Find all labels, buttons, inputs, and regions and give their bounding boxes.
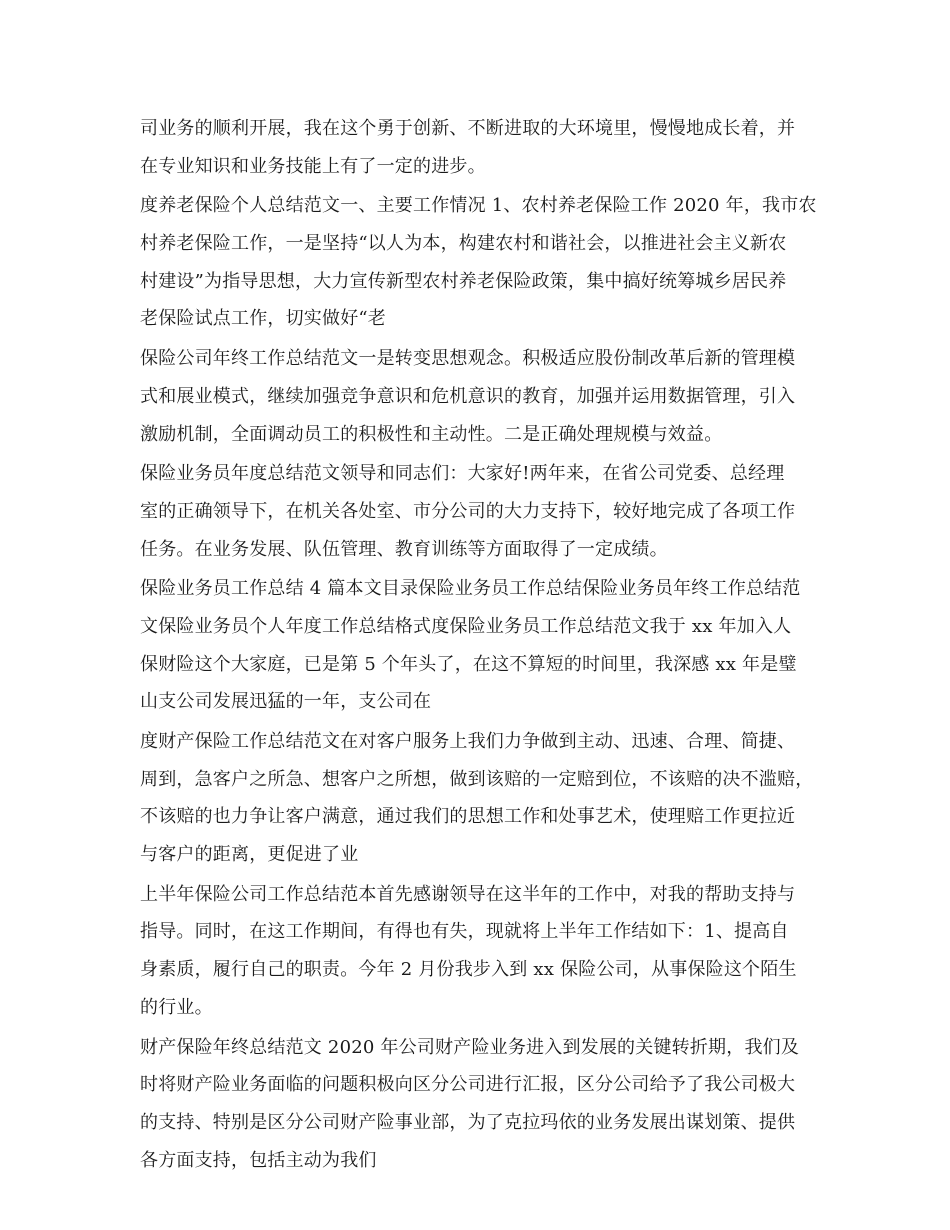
text-line: 身素质，履行自己的职责。今年 2 月份我步入到 xx 保险公司，从事保险这个陌生 [140,959,797,981]
text-line: 与客户的距离，更促进了业 [140,844,359,866]
text-line: 财产保险年终总结范文 2020 年公司财产险业务进入到发展的关键转折期，我们及 [140,1036,800,1058]
text-line: 度财产保险工作总结范文在对客户服务上我们力争做到主动、迅速、合理、简捷、 [140,731,796,752]
text-line: 时将财产险业务面临的问题积极向区分公司进行汇报，区分公司给予了我公司极大 [140,1074,796,1096]
text-line: 司业务的顺利开展，我在这个勇于创新、不断进取的大环境里，慢慢地成长着，并 [140,118,796,139]
text-line: 指导。同时，在这工作期间，有得也有失，现就将上半年工作结如下：1、提高自 [140,921,789,943]
paragraph [140,1029,820,1180]
text-line: 文保险业务员个人年度工作总结格式度保险业务员工作总结范文我于 xx 年加入人 [140,615,792,637]
paragraph [140,340,820,453]
text-line: 任务。在业务发展、队伍管理、教育训练等方面取得了一定成绩。 [140,538,668,560]
text-line: 保险业务员年度总结范文领导和同志们：大家好!两年来，在省公司党委、总经理 [140,463,785,485]
text-line: 各方面支持，包括主动为我们 [140,1149,377,1171]
text-line: 保险业务员工作总结 4 篇本文目录保险业务员工作总结保险业务员年终工作总结范 [140,578,801,600]
paragraph [140,110,820,185]
text-line: 山支公司发展迅猛的一年，支公司在 [140,691,432,713]
text-line: 周到，急客户之所急、想客户之所想，做到该赔的一定赔到位，不该赔的决不滥赔， [140,768,814,790]
text-line: 村养老保险工作，一是坚持“以人为本，构建农村和谐社会，以推进社会主义新农 [140,233,787,255]
text-line: 不该赔的也力争让客户满意，通过我们的思想工作和处事艺术，使理赔工作更拉近 [140,806,796,828]
paragraph [140,455,820,568]
text-line: 度养老保险个人总结范文一、主要工作情况 1、农村养老保险工作 2020 年，我市农 [140,195,817,217]
text-line: 村建设”为指导思想，大力宣传新型农村养老保险政策，集中搞好统筹城乡居民养 [140,270,787,292]
text-line: 室的正确领导下，在机关各处室、市分公司的大力支持下，较好地完成了各项工作 [140,500,796,522]
text-line: 上半年保险公司工作总结范本首先感谢领导在这半年的工作中，对我的帮助支持与 [140,883,796,905]
paragraph [140,723,820,874]
text-line: 式和展业模式，继续加强竞争意识和危机意识的教育，加强并运用数据管理，引入 [140,385,796,407]
text-line: 保财险这个大家庭，已是第 5 个年头了，在这不算短的时间里，我深感 xx 年是璧 [140,653,797,675]
document-body [140,110,820,1181]
paragraph [140,187,820,338]
text-line: 的行业。 [140,996,213,1018]
text-line: 的支持、特别是区分公司财产险事业部，为了克拉玛依的业务发展出谋划策、提供 [140,1111,796,1133]
text-line: 老保险试点工作，切实做好“老 [140,308,387,330]
text-line: 激励机制，全面调动员工的积极性和主动性。二是正确处理规模与效益。 [140,423,723,445]
text-line: 在专业知识和业务技能上有了一定的进步。 [140,155,486,177]
paragraph [140,570,820,721]
paragraph [140,876,820,1027]
text-line: 保险公司年终工作总结范文一是转变思想观念。积极适应股份制改革后新的管理模 [140,348,796,370]
